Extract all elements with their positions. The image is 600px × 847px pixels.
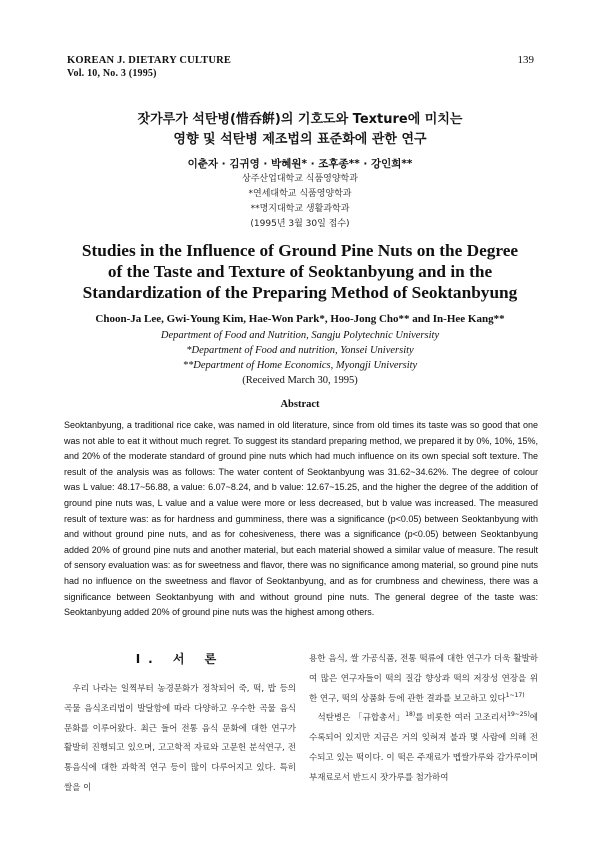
paragraph-text: 석탄병은 「규합총서」 — [317, 713, 406, 724]
english-title — [40, 240, 560, 303]
citation-ref: 19~25) — [507, 711, 530, 719]
korean-affiliations — [0, 172, 600, 232]
english-affiliation: *Department of Food and nutrition, Yonsei University — [186, 345, 414, 356]
english-authors: Choon-Ja Lee, Gwi-Young Kim, Hae-Won Park*, Hoo-Jong Cho** and In-Hee Kang** — [95, 313, 505, 325]
paragraph — [309, 709, 538, 788]
korean-received-date: (1995년 3월 30일 접수) — [250, 219, 350, 229]
korean-authors: 이춘자 · 김귀영 · 박혜원* · 조후종** · 강인희** — [187, 158, 413, 170]
english-title-line: Studies in the Influence of Ground Pine Nuts on the Degree — [81, 241, 519, 260]
paragraph — [309, 650, 538, 709]
citation-ref: 1~17) — [505, 691, 525, 699]
paragraph-text: 를 비롯한 여러 고조리서 — [415, 713, 508, 724]
english-affiliation: Department of Food and Nutrition, Sangju Polytechnic University — [160, 330, 440, 341]
paragraph: 우리 나라는 일찍부터 농경문화가 정착되어 죽, 떡, 밥 등의 곡물 음식조리법이 발달함에 따라 다양하고 우수한 곡물 음식문화를 이루어왔다. 최근 들어 전통 음식 문화에 대한 연구가 활발히 진행되고 있으며, 고고학적 자료와 고문헌 분석연구, 전통음식에 대한 과학적 연구 등이 많이 다루어지고 있다. 특히 쌀을 이 — [64, 684, 296, 793]
abstract-text: Seoktanbyung, a traditional rice cake, was named in old literature, since from old times its taste was so good that one was not able to eat it without much regret. To suggest its standard preparing method, we prepared it by 0%, 10%, 15%, and 20% of the moderate standard of ground pine nuts which had much influence on its own special soft texture. The result of the analysis was as follows: The water content of Seoktanbyung was 31.62~34.62%. The degree of colour was L value: 48.17~56.88, a value: 6.07~8.24, and b value: 12.67~15.25, and the higher the degree of the addition of ground pine nuts was, L value and a value were more or less decreased, but b value was increased. The measured result of texture was: as for hardness and gumminess, there was a significance (p<0.05) between Seoktanbyung with and without ground pine nuts, and as for cohesiveness, there was a significance (p<0.05) between Seoktanbyung added 20% of ground pine nuts and another material, but each material showed a similar value of measure. The result of sensory evaluation was: as for sweetness and flavor, there was no significance among material, so ground pine nuts had no influence on the sweetness and flavor of Seoktanbyung, and as for crumbness and chewiness, there was a significance between Seoktanbyung with and without ground pine nuts. The general degree of the taste was: Seoktanbyung added 20% of ground pine nuts was the highest among others. — [64, 420, 538, 618]
korean-affiliation: *연세대학교 식품영양학과 — [248, 189, 352, 199]
korean-title — [0, 110, 600, 150]
section-heading: I. 서 론 — [135, 652, 225, 666]
english-affiliation: **Department of Home Economics, Myongji University — [182, 360, 418, 371]
korean-affiliation: 상주산업대학교 식품영양학과 — [242, 174, 358, 184]
left-column — [64, 650, 296, 799]
english-title-line: of the Taste and Texture of Seoktanbyung and in the — [107, 262, 493, 281]
body-text — [309, 650, 538, 789]
paragraph-text: 용한 음식, 쌀 가공식품, 전통 떡류에 대한 연구가 더욱 활발하여 많은 연구자들이 떡의 질감 향상과 떡의 저장성 연장을 위한 연구, 떡의 상품화 등에 관한 결과를 보고하고 있다 — [309, 654, 538, 704]
paragraph-text: 에 수록되어 있지만 지금은 거의 잊혀져 불과 몇 사람에 의해 전수되고 있는 떡이다. 이 떡은 주재료가 멥쌀가루와 감가루이며 부재료로서 반드시 잣가루를 첨가하여 — [309, 713, 538, 783]
korean-title-line: 잣가루가 석탄병(惜呑餠)의 기호도와 Texture에 미치는 — [137, 112, 463, 127]
page-number: 139 — [517, 54, 534, 66]
journal-volume: Vol. 10, No. 3 (1995) — [67, 68, 157, 79]
korean-affiliation: **명지대학교 생활과학과 — [250, 204, 350, 214]
right-column — [309, 650, 538, 789]
english-received-date: (Received March 30, 1995) — [242, 375, 358, 386]
abstract-heading: Abstract — [280, 399, 320, 410]
citation-ref: 18) — [405, 711, 416, 719]
english-affiliations — [0, 328, 600, 373]
korean-title-line: 영향 및 석탄병 제조법의 표준화에 관한 연구 — [173, 132, 427, 147]
journal-header — [67, 54, 231, 80]
body-text — [64, 680, 296, 799]
english-title-line: Standardization of the Preparing Method of Seoktanbyung — [82, 283, 518, 302]
journal-name: KOREAN J. DIETARY CULTURE — [67, 55, 232, 66]
